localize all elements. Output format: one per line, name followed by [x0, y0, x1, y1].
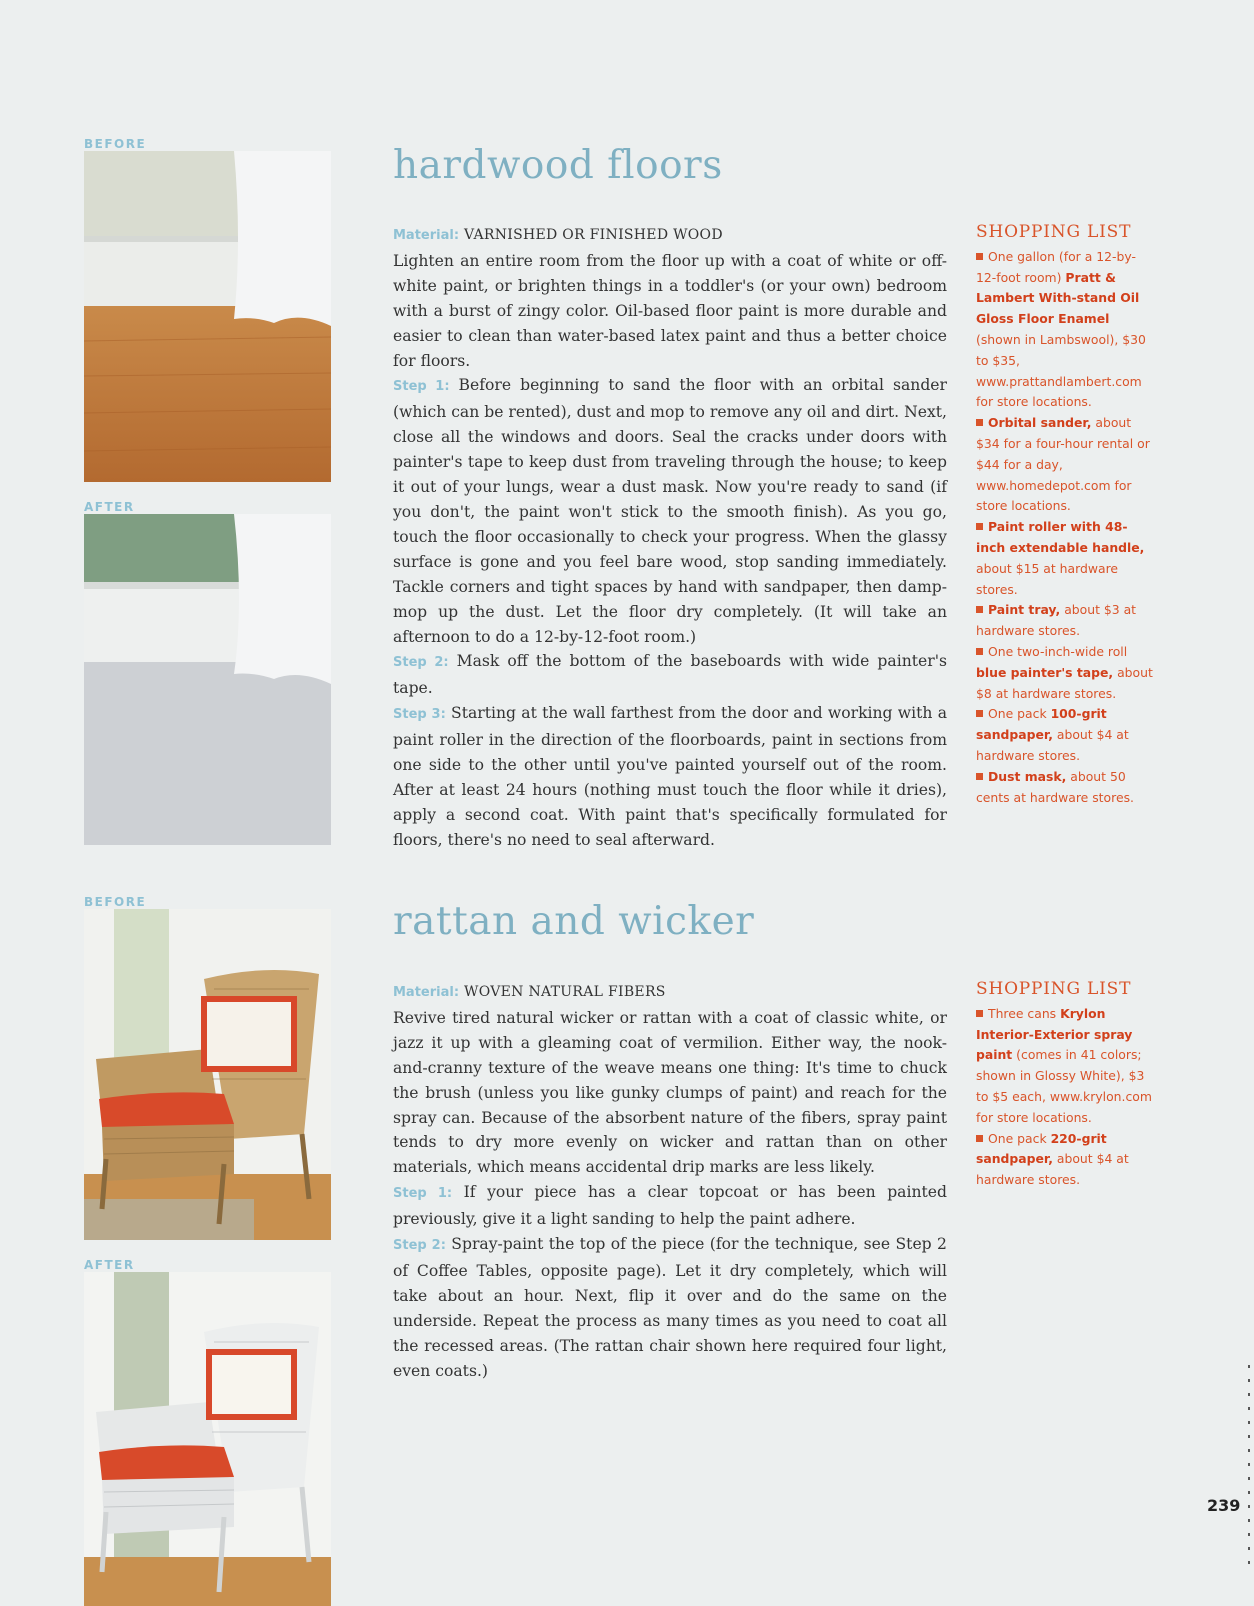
material-label: Material: — [393, 228, 460, 243]
step-label: Step 2: — [393, 1238, 446, 1254]
step-label: Step 2: — [393, 655, 449, 671]
shopping-item-pre: One pack — [988, 1130, 1051, 1146]
bullet-icon — [976, 253, 983, 260]
step-label: Step 1: — [393, 379, 450, 395]
bullet-icon — [976, 1010, 983, 1017]
rattan-step-1 — [393, 1180, 947, 1232]
shopping-item-pre: One two-inch-wide roll — [988, 643, 1128, 659]
shopping-item-post: about 50 cents at hardware stores. — [976, 768, 1134, 805]
material-value: WOVEN NATURAL FIBERS — [464, 984, 666, 1000]
material-value: VARNISHED OR FINISHED WOOD — [464, 227, 723, 243]
step-label: Step 3: — [393, 707, 446, 723]
shopping-item — [976, 413, 1156, 517]
hardwood-step-2 — [393, 649, 947, 701]
edge-marks — [1248, 1365, 1250, 1565]
hardwood-title: hardwood floors — [393, 143, 723, 188]
shopping-item-post: about $34 for a four-hour rental or $44 for a day, www.homedepot.com for store locations. — [976, 415, 1150, 514]
shopping-item-post: (comes in 41 colors; shown in Glossy White), $3 to $5 each, www.krylon.com for store locations. — [976, 1047, 1152, 1125]
hardwood-material — [393, 222, 947, 249]
rattan-material — [393, 979, 947, 1006]
shopping-item-pre: One pack — [988, 706, 1051, 722]
shopping-list-title: SHOPPING LIST — [976, 979, 1132, 999]
shopping-item — [976, 1129, 1156, 1191]
rattan-body — [393, 979, 947, 1384]
rattan-intro: Revive tired natural wicker or rattan with a coat of classic white, or jazz it up with a gleaming coat of vermilion. Either way, the nook-and-cranny texture of the weave means one thing: It's time to chuck the brush (unless you like gunky clumps of paint) and reach for the spray can. Because of the absorbent nature of the fibers, spray paint tends to dry more evenly on wicker and rattan than on other materials, which means accidental drip marks are less likely. — [393, 1008, 947, 1177]
hardwood-intro: Lighten an entire room from the floor up with a coat of white or off-white paint, or brighten things in a toddler's (or your own) bedroom with a burst of zingy color. Oil-based floor paint is more durable and easier to clean than water-based latex paint and thus a better choice for floors. — [393, 251, 947, 370]
bullet-icon — [976, 773, 983, 780]
bullet-icon — [976, 419, 983, 426]
step-text: If your piece has a clear topcoat or has been painted previously, give it a light sanding to help the paint adhere. — [393, 1183, 947, 1229]
shopping-item — [976, 247, 1156, 413]
rattan-shopping-list — [976, 979, 1156, 1191]
shopping-item — [976, 767, 1156, 809]
shopping-item-post: about $4 at hardware stores. — [976, 727, 1129, 763]
shopping-items — [976, 247, 1156, 809]
shopping-item-post: about $15 at hardware stores. — [976, 560, 1119, 597]
after-label: AFTER — [84, 1258, 135, 1272]
shopping-item-post: (shown in Lambswool), $30 to $35, www.prattandlambert.com for store locations. — [976, 331, 1146, 410]
bullet-icon — [976, 1135, 983, 1142]
hardwood-after-photo — [84, 514, 331, 845]
bullet-icon — [976, 710, 983, 717]
shopping-item-post: about $3 at hardware stores. — [976, 602, 1137, 639]
step-text: Mask off the bottom of the baseboards with wide painter's tape. — [393, 652, 947, 698]
before-label: BEFORE — [84, 895, 147, 909]
shopping-item-pre: Three cans — [988, 1005, 1061, 1021]
hardwood-step-1 — [393, 373, 947, 649]
step-text: Starting at the wall farthest from the door and working with a paint roller in the direction of the floorboards, paint in sections from one side to the other until you've painted yourself out of the room. After at least 24 hours (nothing must touch the floor while it dries), apply a second coat. With paint that's specifically formulated for floors, there's no need to seal afterward. — [393, 704, 947, 849]
shopping-item — [976, 517, 1156, 600]
rattan-title: rattan and wicker — [393, 899, 755, 944]
shopping-item-post: about $8 at hardware stores. — [976, 664, 1153, 701]
page-number: 239 — [1207, 1496, 1241, 1515]
bullet-icon — [976, 606, 983, 613]
after-label: AFTER — [84, 500, 135, 514]
shopping-item-post: about $4 at hardware stores. — [976, 1151, 1129, 1188]
shopping-item-bold: Orbital sander, — [988, 415, 1092, 431]
hardwood-body — [393, 222, 947, 853]
rattan-step-2 — [393, 1232, 947, 1383]
shopping-item — [976, 1004, 1156, 1129]
step-text: Spray-paint the top of the piece (for the technique, see Step 2 of Coffee Tables, opposite page). Let it dry completely, which will take about an hour. Next, flip it over and do the same on the underside. Repeat the process as many times as you need to coat all the recessed areas. (The rattan chair shown here required four light, even coats.) — [393, 1235, 947, 1380]
hardwood-shopping-list — [976, 222, 1156, 808]
step-text: Before beginning to sand the floor with an orbital sander (which can be rented), dust and mop to remove any oil and dirt. Next, close all the windows and doors. Seal the cracks under doors with painter's tape to keep dust from traveling through the house; to keep it out of your lungs, wear a dust mask. Now you're ready to sand (if you don't, the paint won't stick to the smooth finish). As you go, touch the floor occasionally to check your progress. When the glassy surface is gone and you feel bare wood, stop sanding immediately. Tackle corners and tight spaces by hand with sandpaper, then damp-mop up the dust. Let the floor dry completely. (It will take an afternoon to do a 12-by-12-foot room.) — [393, 376, 947, 646]
shopping-item — [976, 600, 1156, 642]
shopping-item — [976, 642, 1156, 704]
shopping-item-bold: Krylon Interior-Exterior spray paint — [976, 1005, 1133, 1063]
bullet-icon — [976, 648, 983, 655]
shopping-items — [976, 1004, 1156, 1191]
shopping-item-bold: Dust mask, — [988, 768, 1067, 784]
shopping-list-title: SHOPPING LIST — [976, 222, 1132, 242]
hardwood-step-3 — [393, 701, 947, 852]
bullet-icon — [976, 523, 983, 530]
shopping-item-bold: Paint roller with 48-inch extendable handle, — [976, 519, 1145, 555]
rattan-after-photo — [84, 1272, 331, 1606]
shopping-item-pre: One gallon (for a 12-by-12-foot room) — [976, 248, 1136, 285]
material-label: Material: — [393, 985, 460, 1000]
hardwood-before-photo — [84, 151, 331, 482]
shopping-item-bold: blue painter's tape, — [976, 664, 1114, 680]
step-label: Step 1: — [393, 1186, 453, 1202]
shopping-item — [976, 704, 1156, 766]
before-label: BEFORE — [84, 137, 147, 151]
shopping-item-bold: 100-grit sandpaper, — [976, 706, 1107, 743]
rattan-before-photo — [84, 909, 331, 1240]
shopping-item-bold: Paint tray, — [988, 602, 1061, 618]
shopping-item-bold: 220-grit sandpaper, — [976, 1130, 1107, 1167]
shopping-item-bold: Pratt & Lambert With-stand Oil Gloss Floor Enamel — [976, 269, 1140, 327]
